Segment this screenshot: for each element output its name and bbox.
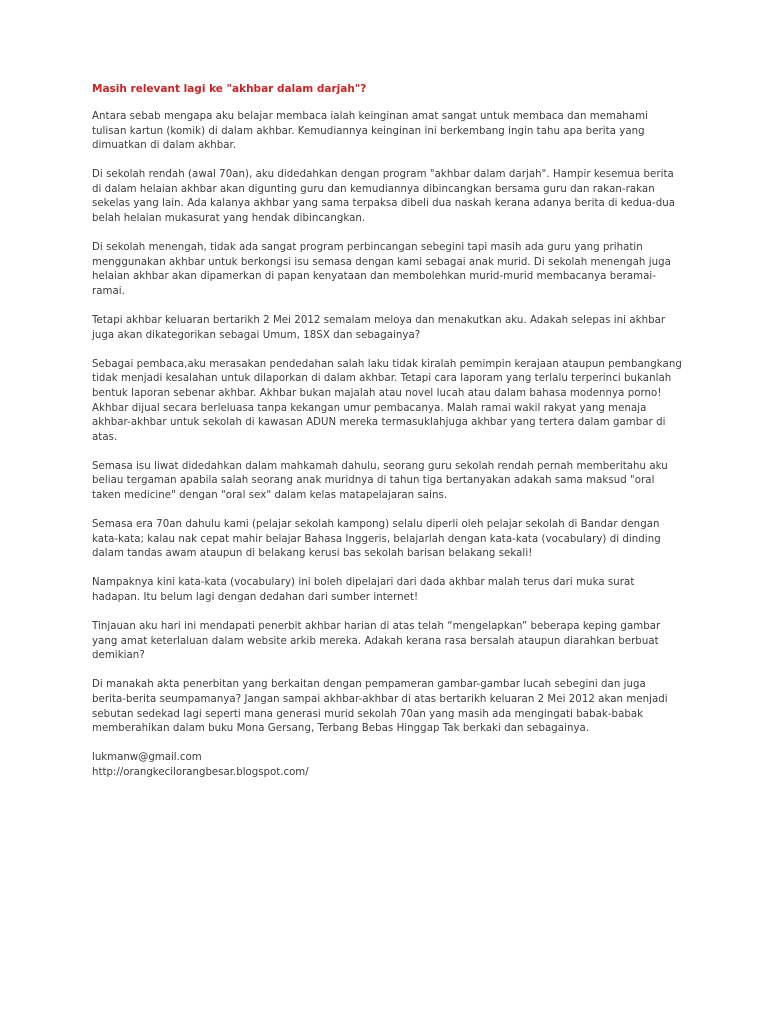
contact-block xyxy=(92,751,682,780)
paragraph-9: Tinjauan aku hari ini mendapati penerbit akhbar harian di atas telah “mengelapkan” beberapa keping gambar yang amat keterlaluan dalam website arkib mereka. Adakah kerana rasa bersalah ataupun diarahkan berbuat demikian? xyxy=(92,621,661,662)
document-page xyxy=(92,82,682,780)
paragraph-10: Di manakah akta penerbitan yang berkaitan dengan pempameran gambar-gambar lucah sebegini dan juga berita-berita seumpamanya? Jangan sampai akhbar-akhbar di atas bertarikh keluaran 2 Mei 2012 akan menjadi sebutan sedekad lagi seperti mana generasi murid sekolah 70an yang masih ada mengingati babak-babak memberahikan dalam buku Mona Gersang, Terbang Bebas Hinggap Tak berkaki dan sebagainya. xyxy=(92,679,668,735)
blog-url-link[interactable]: http://orangkecilorangbesar.blogspot.com/ xyxy=(92,766,309,778)
paragraph-4: Tetapi akhbar keluaran bertarikh 2 Mei 2012 semalam meloya dan menakutkan aku. Adakah selepas ini akhbar juga akan dikategorikan sebagai Umum, 18SX dan sebagainya? xyxy=(92,315,666,341)
email-link[interactable]: lukmanw@gmail.com xyxy=(92,752,202,764)
paragraph-5: Sebagai pembaca,aku merasakan pendedahan salah laku tidak kiralah pemimpin kerajaan ataupun pembangkang tidak menjadi kesalahan untuk dilaporkan di dalam akhbar. Tetapi cara laporam yang terlalu terperinci bukanlah bentuk laporan sebenar akhbar. Akhbar bukan majalah atau novel lucah atau dalam bahasa modennya porno! Akhbar dijual secara berleluasa tanpa kekangan umur pembacanya. Malah ramai wakil rakyat yang menaja akhbar-akhbar untuk sekolah di kawasan ADUN mereka termasuklahjuga akhbar yang tertera dalam gambar di atas. xyxy=(92,358,682,443)
paragraph-8: Nampaknya kini kata-kata (vocabulary) ini boleh dipelajari dari dada akhbar malah terus dari muka surat hadapan. Itu belum lagi dengan dedahan dari sumber internet! xyxy=(92,577,635,603)
paragraph-2: Di sekolah rendah (awal 70an), aku didedahkan dengan program "akhbar dalam darjah". Hampir kesemua berita di dalam helaian akhbar akan digunting guru dan kemudiannya dibincangkan bersama guru dan rakan-rakan sekelas yang lain. Ada kalanya akhbar yang sama terpaksa dibeli dua naskah kerana adanya berita di kedua-dua belah helaian mukasurat yang hendak dibincangkan. xyxy=(92,169,676,225)
article-title: Masih relevant lagi ke "akhbar dalam darjah"? xyxy=(92,83,367,95)
paragraph-3: Di sekolah menengah, tidak ada sangat program perbincangan sebegini tapi masih ada guru yang prihatin menggunakan akhbar untuk berkongsi isu semasa dengan kami sebagai anak murid. Di sekolah menengah juga helaian akhbar akan dipamerkan di papan kenyataan dan membolehkan murid-murid membacanya beramai-ramai. xyxy=(92,242,671,297)
paragraph-7: Semasa era 70an dahulu kami (pelajar sekolah kampong) selalu diperli oleh pelajar sekolah di Bandar dengan kata-kata; kalau nak cepat mahir belajar Bahasa Inggeris, belajarlah dengan kata-kata (vocabulary) di dinding dalam tandas awam ataupun di belakang kerusi bas sekolah barisan belakang sekali! xyxy=(92,519,661,560)
paragraph-1: Antara sebab mengapa aku belajar membaca ialah keinginan amat sangat untuk membaca dan memahami tulisan kartun (komik) di dalam akhbar. Kemudiannya keinginan ini berkembang ingin tahu apa berita yang dimuatkan di dalam akhbar. xyxy=(92,111,648,152)
paragraph-6: Semasa isu liwat didedahkan dalam mahkamah dahulu, seorang guru sekolah rendah pernah memberitahu aku beliau tergaman apabila salah seorang anak muridnya di tahun tiga bertanyakan adakah sama maksud "oral taken medicine" dengan "oral sex" dalam kelas matapelajaran sains. xyxy=(92,460,668,501)
